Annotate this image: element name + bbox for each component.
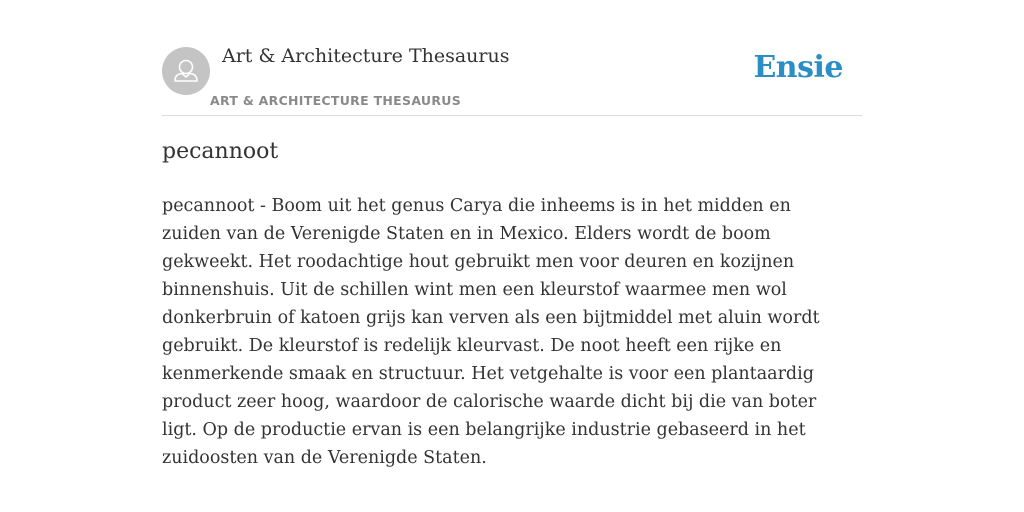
- source-subtitle: ART & ARCHITECTURE THESAURUS: [210, 93, 462, 108]
- entry-definition: pecannoot - Boom uit het genus Carya die inheems is in het midden en zuiden van de Verenigde Staten en in Mexico. Elders wordt de boom gekweekt. Het roodachtige hout gebruikt men voor deuren en kozijnen binnenshuis. Uit de schillen wint men een kleurstof waarmee men wol donkerbruin of katoen grijs kan verven als een bijtmiddel met aluin wordt gebruikt. De kleurstof is redelijk kleurvast. De noot heeft een rijke en kenmerkende smaak en structuur. Het vetgehalte is voor een plantaardig product zeer hoog, waardoor de calorische waarde dicht bij die van boter ligt. Op de productie ervan is een belangrijke industrie gebaseerd in het zuidoosten van de Verenigde Staten.: [162, 196, 820, 468]
- ensie-logo[interactable]: Ensie: [753, 50, 843, 85]
- source-header: [162, 0, 862, 116]
- entry-term: pecannoot: [162, 139, 279, 164]
- entry-card: [162, 0, 862, 468]
- source-title[interactable]: Art & Architecture Thesaurus: [222, 45, 510, 67]
- user-avatar-icon[interactable]: [162, 47, 210, 95]
